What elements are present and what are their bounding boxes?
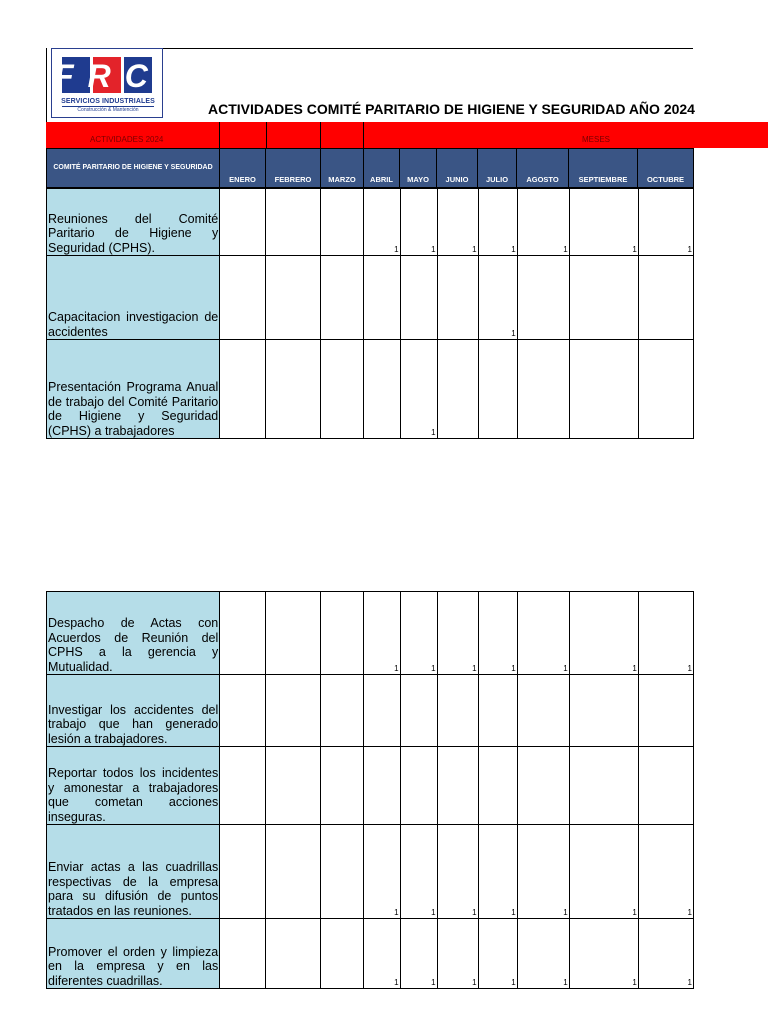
- table-row: [47, 675, 694, 747]
- activity-cell: Promover el orden y limpieza en la empresa y en las diferentes cuadrillas.: [47, 919, 220, 989]
- month-value-cell: [638, 675, 693, 747]
- column-header-month: OCTUBRE: [646, 175, 685, 184]
- month-value-cell: [569, 256, 638, 340]
- month-value-cell: [364, 675, 400, 747]
- month-value-cell: 1: [478, 825, 517, 919]
- month-value-cell: 1: [364, 189, 400, 256]
- month-value-cell: [321, 919, 364, 989]
- month-value-cell: 1: [569, 919, 638, 989]
- month-value-cell: 1: [517, 189, 569, 256]
- activity-cell: Investigar los accidentes del trabajo que han generado lesión a trabajadores.: [47, 675, 220, 747]
- column-header-committee: COMITÉ PARITARIO DE HIGIENE Y SEGURIDAD: [47, 149, 220, 187]
- month-value-cell: [266, 825, 321, 919]
- month-value-cell: [569, 747, 638, 825]
- activity-cell: Presentación Programa Anual de trabajo del Comité Paritario de Higiene y Seguridad (CPHS) a trabajadores: [47, 340, 220, 439]
- month-value-cell: [220, 340, 266, 439]
- month-value-cell: [478, 747, 517, 825]
- svg-text:FRC: FRC: [54, 58, 162, 94]
- month-value-cell: 1: [400, 825, 437, 919]
- month-value-cell: 1: [400, 919, 437, 989]
- month-value-cell: [220, 256, 266, 340]
- month-value-cell: 1: [478, 189, 517, 256]
- month-value-cell: [220, 592, 266, 675]
- column-header-month: JULIO: [478, 149, 517, 187]
- month-value-cell: 1: [400, 592, 437, 675]
- month-value-cell: [400, 256, 437, 340]
- month-value-cell: [220, 825, 266, 919]
- month-value-cell: 1: [437, 189, 478, 256]
- table-row: [47, 592, 694, 675]
- month-value-cell: [638, 256, 693, 340]
- month-value-cell: [321, 189, 364, 256]
- month-value-cell: 1: [569, 592, 638, 675]
- months-label: MESES: [582, 135, 611, 144]
- month-value-cell: [266, 592, 321, 675]
- month-value-cell: [517, 340, 569, 439]
- page-title: ACTIVIDADES COMITÉ PARITARIO DE HIGIENE Y SEGURIDAD AÑO 2024: [208, 101, 695, 117]
- activity-cell: Reportar todos los incidentes y amonestar a trabajadores que cometan acciones inseguras.: [47, 747, 220, 825]
- month-value-cell: [638, 747, 693, 825]
- top-border: [163, 48, 693, 49]
- month-value-cell: [364, 747, 400, 825]
- month-value-cell: [478, 675, 517, 747]
- month-value-cell: 1: [478, 592, 517, 675]
- logo-subtitle: SERVICIOS INDUSTRIALES: [61, 98, 155, 105]
- month-value-cell: [569, 340, 638, 439]
- month-value-cell: [517, 256, 569, 340]
- month-value-cell: [364, 256, 400, 340]
- month-value-cell: [266, 919, 321, 989]
- month-value-cell: [321, 256, 364, 340]
- activity-cell: Reuniones del Comité Paritario de Higiene y Seguridad (CPHS).: [47, 189, 220, 256]
- month-value-cell: [478, 340, 517, 439]
- table-row: [47, 340, 694, 439]
- month-value-cell: [321, 592, 364, 675]
- month-value-cell: 1: [517, 919, 569, 989]
- column-header-month: ENERO: [220, 149, 266, 187]
- month-value-cell: [517, 675, 569, 747]
- month-value-cell: [220, 675, 266, 747]
- month-value-cell: [400, 675, 437, 747]
- month-value-cell: 1: [364, 825, 400, 919]
- frc-logo-icon: [54, 55, 162, 95]
- table-row: [47, 919, 694, 989]
- month-value-cell: [220, 189, 266, 256]
- month-value-cell: 1: [569, 825, 638, 919]
- month-value-cell: [437, 256, 478, 340]
- red-header-band: [46, 122, 768, 148]
- month-value-cell: 1: [569, 189, 638, 256]
- month-value-cell: [437, 675, 478, 747]
- month-value-cell: 1: [638, 592, 693, 675]
- column-header-month: JUNIO: [437, 149, 478, 187]
- activities-table-1: [46, 188, 694, 439]
- column-header-month: AGOSTO: [517, 149, 569, 187]
- month-value-cell: 1: [478, 256, 517, 340]
- month-value-cell: 1: [478, 919, 517, 989]
- month-value-cell: [364, 340, 400, 439]
- activity-cell: Enviar actas a las cuadrillas respectivas de la empresa para su difusión de puntos tratados en las reuniones.: [47, 825, 220, 919]
- month-value-cell: 1: [364, 919, 400, 989]
- month-value-cell: [400, 747, 437, 825]
- column-header-row: [46, 148, 694, 188]
- month-value-cell: 1: [437, 919, 478, 989]
- month-value-cell: [638, 340, 693, 439]
- month-value-cell: 1: [437, 592, 478, 675]
- month-value-cell: [266, 747, 321, 825]
- table-row: [47, 189, 694, 256]
- month-value-cell: 1: [638, 189, 693, 256]
- left-border: [46, 48, 47, 122]
- month-value-cell: [266, 340, 321, 439]
- month-value-cell: 1: [400, 189, 437, 256]
- month-value-cell: [569, 675, 638, 747]
- column-header-month: MAYO: [400, 149, 437, 187]
- month-value-cell: [266, 256, 321, 340]
- month-value-cell: 1: [638, 825, 693, 919]
- month-value-cell: [266, 675, 321, 747]
- table-row: [47, 256, 694, 340]
- column-header-month: MARZO: [321, 149, 364, 187]
- month-value-cell: [266, 189, 321, 256]
- month-value-cell: [321, 340, 364, 439]
- month-value-cell: [321, 675, 364, 747]
- column-header-month: FEBRERO: [266, 149, 321, 187]
- month-value-cell: 1: [517, 825, 569, 919]
- month-value-cell: 1: [437, 825, 478, 919]
- activities-table-2: [46, 591, 694, 989]
- month-value-cell: [517, 747, 569, 825]
- month-value-cell: [437, 747, 478, 825]
- month-value-cell: 1: [364, 592, 400, 675]
- column-header-month: ABRIL: [364, 149, 400, 187]
- month-value-cell: 1: [400, 340, 437, 439]
- month-value-cell: [321, 825, 364, 919]
- month-value-cell: 1: [638, 919, 693, 989]
- month-value-cell: [437, 340, 478, 439]
- column-header-month: SEPTIEMBRE: [569, 149, 638, 187]
- activity-cell: Capacitacion investigacion de accidentes: [47, 256, 220, 340]
- month-value-cell: [220, 919, 266, 989]
- logo-tagline: Construcción & Mantención: [77, 107, 139, 113]
- table-row: [47, 747, 694, 825]
- activities-year-label: ACTIVIDADES 2024: [90, 135, 164, 144]
- month-value-cell: 1: [517, 592, 569, 675]
- table-row: [47, 825, 694, 919]
- month-value-cell: [321, 747, 364, 825]
- company-logo: [51, 48, 163, 118]
- month-value-cell: [220, 747, 266, 825]
- activity-cell: Despacho de Actas con Acuerdos de Reunión del CPHS a la gerencia y Mutualidad.: [47, 592, 220, 675]
